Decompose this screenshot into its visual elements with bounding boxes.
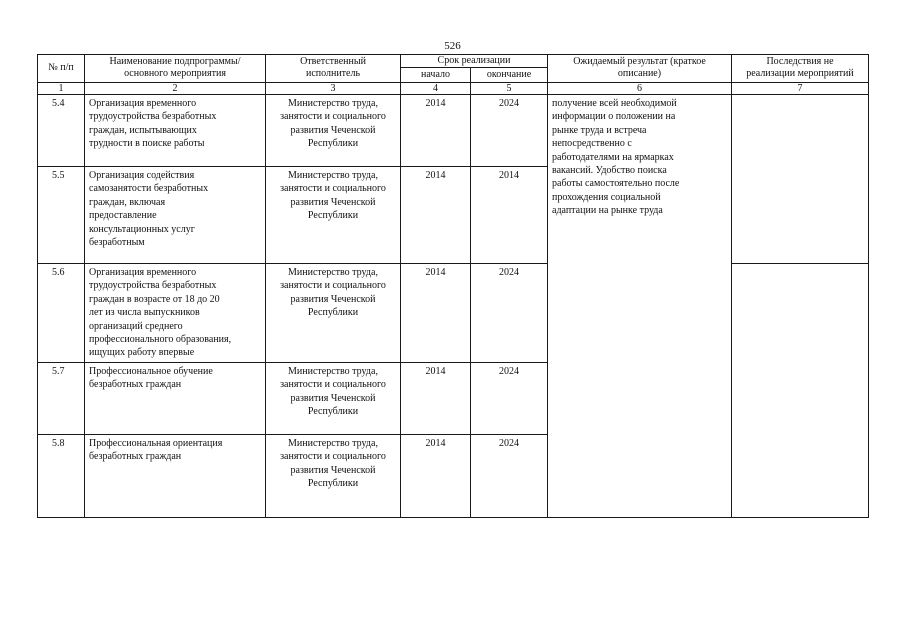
consequences-divider [731, 263, 868, 264]
header-period: Срок реализации [437, 55, 511, 66]
row-number: 5.5 [52, 170, 65, 181]
row-divider [37, 166, 548, 167]
column-divider [547, 54, 548, 518]
start-year: 2014 [425, 438, 446, 449]
start-year: 2014 [425, 98, 446, 109]
header-executor: Ответственный исполнитель [300, 56, 366, 79]
end-year: 2014 [499, 170, 519, 181]
activity-name: Организация содействия самозанятости безработных граждан, включая предоставление консультационных услуг безработным [89, 170, 209, 249]
period-subheader-line [400, 67, 547, 68]
expected-result: получение всей необходимой информации о положении на рынке труда и встреча непосредственно с работодателями на ярмарках вакансий. Удобство поиска работы самостоятельно после прохождения социальной адаптации на рынке труда [552, 98, 680, 217]
header-num: № п/п [48, 62, 74, 73]
row-number: 5.7 [52, 366, 65, 377]
column-numbers-bottom-line [37, 94, 868, 95]
row-divider [37, 263, 548, 264]
consequences-cell [734, 97, 866, 262]
header-consequences: Последствия не реализации мероприятий [746, 56, 854, 79]
start-year: 2014 [425, 267, 446, 278]
table-left-border [37, 54, 38, 518]
header-start: начало [421, 69, 450, 80]
table-bottom-border [37, 517, 868, 518]
activity-name: Организация временного трудоустройства безработных граждан в возрасте от 18 до 20 лет из числа выпускников организаций среднего профессионального образования, ищущих работу впервые [89, 267, 232, 359]
column-divider [84, 54, 85, 518]
page-number: 526 [444, 40, 461, 52]
responsible-executor: Министерство труда, занятости и социального развития Чеченской Республики [280, 438, 386, 490]
column-number: 4 [433, 83, 438, 94]
header-end: окончание [486, 69, 532, 80]
activity-name: Профессиональное обучение безработных граждан [89, 366, 213, 391]
end-year: 2024 [499, 267, 519, 278]
row-number: 5.4 [52, 98, 65, 109]
column-number: 2 [172, 83, 178, 94]
consequences-cell [734, 266, 866, 516]
header-result: Ожидаемый результат (краткое описание) [573, 56, 706, 79]
header-name: Наименование подпрограммы/ основного мероприятия [109, 56, 241, 79]
responsible-executor: Министерство труда, занятости и социального развития Чеченской Республики [280, 170, 386, 222]
row-number: 5.6 [52, 267, 65, 278]
column-number: 7 [797, 83, 803, 94]
column-number: 6 [637, 83, 642, 94]
row-number: 5.8 [52, 438, 65, 449]
column-number: 3 [330, 83, 336, 94]
responsible-executor: Министерство труда, занятости и социального развития Чеченской Республики [280, 267, 386, 319]
start-year: 2014 [425, 366, 446, 377]
responsible-executor: Министерство труда, занятости и социального развития Чеченской Республики [280, 366, 386, 418]
end-year: 2024 [499, 366, 519, 377]
end-year: 2024 [499, 438, 519, 449]
row-divider [37, 362, 548, 363]
activity-name: Организация временного трудоустройства безработных граждан, испытывающих трудности в поиске работы [89, 98, 217, 150]
table-right-border [868, 54, 869, 518]
column-number: 5 [506, 83, 512, 94]
responsible-executor: Министерство труда, занятости и социального развития Чеченской Республики [280, 98, 386, 150]
row-divider [37, 434, 548, 435]
activity-name: Профессиональная ориентация безработных граждан [89, 438, 223, 463]
start-year: 2014 [425, 170, 446, 181]
column-number: 1 [58, 83, 64, 94]
column-divider [731, 54, 732, 518]
end-year: 2024 [499, 98, 519, 109]
